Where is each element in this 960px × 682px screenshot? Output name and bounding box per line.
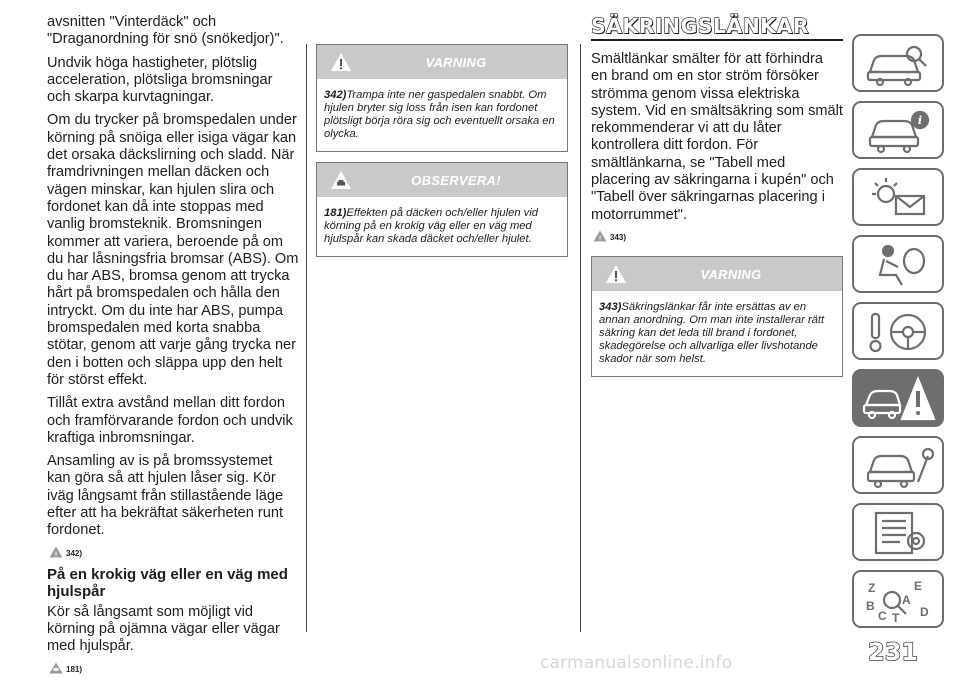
note-box [316, 162, 568, 257]
paragraph: Ansamling av is på bromssystemet kan göra så att hjulen låser sig. Kör iväg långsamt från stillastående läge efter att ha bekräftat säkerheten runt fordonet. [47, 453, 284, 539]
warning-triangle-icon [593, 230, 607, 242]
warning-number: 343) [599, 300, 622, 313]
letter: D [920, 605, 929, 619]
tab-car-overview[interactable] [852, 34, 944, 92]
svg-text:i: i [917, 114, 923, 127]
left-column [47, 14, 299, 682]
svg-text:!: ! [598, 235, 602, 242]
column-divider [306, 44, 307, 632]
svg-text:!: ! [54, 551, 58, 558]
paragraph: Om du trycker på bromspedalen under körning på snöiga eller isiga vägar kan det orsaka däckslirning och sladd. När framdrivningen mellan däcken och vägen minskar, kan hjulen slira och fordonet kan då inte stoppas med vanlig bromsteknik. Bromsningen kommer att variera, beroende på om du har låsningsfria bromsar (ABS). Om du har ABS, bromsa genom att trycka hårt på bromspedalen och hålla den intryckt. Om du inte har ABS, pumpa bromspedalen med korta snabba stötar, genom att varje gång trycka ner den i botten och släppa upp den helt för störst effekt. [47, 112, 299, 388]
letter: B [866, 599, 875, 613]
tab-dashboard-info[interactable] [852, 101, 944, 159]
paragraph: Tillåt extra avstånd mellan ditt fordon och framförvarande fordon och undvik kraftiga inbromsningar. [47, 395, 293, 446]
reference-number: 342) [66, 548, 83, 558]
warning-content [317, 79, 567, 151]
warning-content [592, 291, 842, 376]
key-steering-wheel-icon [862, 308, 936, 356]
car-crash-warning-icon [862, 375, 936, 423]
section-heading: SÄKRINGSLÄNKAR [591, 14, 843, 41]
note-number: 181) [324, 207, 347, 219]
tab-index[interactable] [852, 570, 944, 628]
reference-number: 343) [610, 232, 627, 242]
note-triangle-icon [49, 662, 63, 674]
tab-warning-lights[interactable] [852, 168, 944, 226]
note-header [317, 163, 567, 197]
document-list-icon [862, 509, 936, 557]
watermark: carmanualsonline.info [540, 653, 733, 673]
seated-person-airbag-icon [862, 241, 936, 289]
tab-starting-driving[interactable] [852, 302, 944, 360]
warning-title: VARNING [425, 55, 487, 70]
warning-box [591, 256, 843, 377]
reference-number: 181) [66, 664, 83, 674]
letter: C [878, 609, 887, 623]
warning-light-message-icon [862, 174, 936, 222]
tab-safety[interactable] [852, 235, 944, 293]
subheading: På en krokig väg eller en väg med hjulspår [47, 565, 288, 600]
column-divider [580, 44, 581, 632]
note-title: OBSERVERA! [411, 173, 501, 188]
paragraph: Undvik höga hastigheter, plötslig acceleration, plötsliga bromsningar och skarpa kurvtagningar. [47, 54, 273, 106]
note-reference[interactable] [49, 662, 299, 674]
car-search-icon [862, 40, 936, 88]
note-content [317, 197, 567, 256]
paragraph: avsnitten "Vinterdäck" och "Draganordning för snö (snökedjor)". [47, 14, 284, 48]
right-column [591, 14, 843, 387]
warning-header [317, 45, 567, 79]
middle-column [316, 44, 568, 267]
warning-triangle-icon [49, 546, 63, 558]
tab-emergency[interactable] [852, 369, 944, 427]
chapter-tabs [852, 34, 944, 637]
warning-title: VARNING [700, 266, 762, 282]
letter: E [914, 579, 923, 593]
car-info-icon [862, 107, 936, 155]
letter: Z [868, 581, 876, 595]
note-text: Effekten på däcken och/eller hjulen vid körning på en krokig väg eller en väg med hjulspår kan skada däcket och/eller hjulet. [324, 207, 538, 245]
warning-text: Trampa inte ner gaspedalen snabbt. Om hjulen bryter sig loss från isen kan fordonet plötsligt börja röra sig och eventuellt orsaka en olycka. [324, 89, 555, 140]
letter: A [902, 593, 911, 607]
warning-reference[interactable] [593, 230, 843, 242]
paragraph: Smältlänkar smälter för att förhindra en brand om en stor ström försöker strömma genom vissa elektriska system. Vid en smältsäkring som smält rekommenderar vi att du låter kontrollera ditt fordon. För smältlänkarna, se "Tabell med placering av säkringarna i kupén" och "Tabell över säkringarnas placering i motorrummet". [591, 51, 843, 223]
alphabet-index-icon [862, 576, 936, 624]
warning-reference[interactable] [49, 546, 299, 558]
tab-maintenance[interactable] [852, 436, 944, 494]
warning-text: Säkringslänkar får inte ersättas av en annan anordning. Om man inte installerar rätt säkring kan det leda till brand i fordonet, skadegörelse och allvarliga eller livshotande skador när som helst. [599, 300, 825, 365]
warning-header [592, 257, 842, 291]
car-wrench-icon [862, 442, 936, 490]
tab-technical-data[interactable] [852, 503, 944, 561]
paragraph: Kör så långsamt som möjligt vid körning på ojämna vägar eller vägar med hjulspår. [47, 603, 280, 655]
page-number: 231 [868, 638, 919, 666]
warning-number: 342) [324, 89, 347, 101]
warning-box [316, 44, 568, 152]
letter: T [892, 611, 900, 624]
